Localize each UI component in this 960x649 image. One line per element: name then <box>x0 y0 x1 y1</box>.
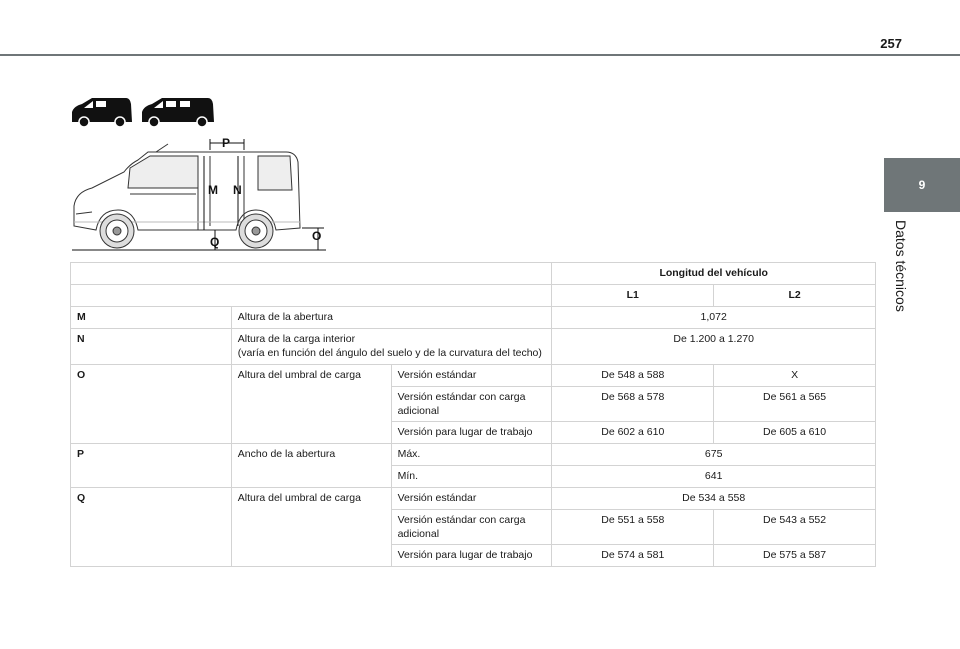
table-row: Versión para lugar de trabajo De 574 a 581 De 575 a 587 <box>71 545 876 567</box>
table-subheader-row <box>71 285 876 307</box>
header-vehicle-length: Longitud del vehículo <box>552 263 876 285</box>
table-row: M Altura de la abertura 1,072 <box>71 307 876 329</box>
van-short-icon <box>72 98 132 127</box>
table-row: N Altura de la carga interior (varía en función del ángulo del suelo y de la curvatura del techo) De 1.200 a 1.270 <box>71 329 876 365</box>
table-row: Versión estándar con carga adicional De 551 a 558 De 543 a 552 <box>71 510 876 545</box>
table-row: Versión estándar con carga adicional De 568 a 578 De 561 a 565 <box>71 387 876 422</box>
table-row: Versión para lugar de trabajo De 602 a 610 De 605 a 610 <box>71 422 876 444</box>
van-side-diagram <box>68 134 330 256</box>
header-l2: L2 <box>714 285 876 307</box>
table-row: Q Altura del umbral de carga Versión estándar De 534 a 558 <box>71 488 876 510</box>
chapter-number: 9 <box>918 178 926 192</box>
table-header-row <box>71 263 876 285</box>
label-o: O <box>312 229 322 243</box>
top-rule <box>0 54 960 56</box>
van-variants-icon <box>70 96 220 130</box>
label-m: M <box>208 183 218 197</box>
header-l1: L1 <box>552 285 714 307</box>
chapter-tab[interactable] <box>884 158 960 212</box>
chapter-title: Datos técnicos <box>893 220 909 312</box>
table-row: O Altura del umbral de carga Versión estándar De 548 a 588 X <box>71 365 876 387</box>
label-p: P <box>222 136 231 150</box>
dimensions-table <box>70 262 876 567</box>
van-long-icon <box>142 98 214 127</box>
page-number: 257 <box>880 36 902 51</box>
table-row: P Ancho de la abertura Máx. 675 <box>71 444 876 466</box>
label-q: Q <box>210 235 220 249</box>
table-row: Mín. 641 <box>71 466 876 488</box>
label-n: N <box>233 183 242 197</box>
